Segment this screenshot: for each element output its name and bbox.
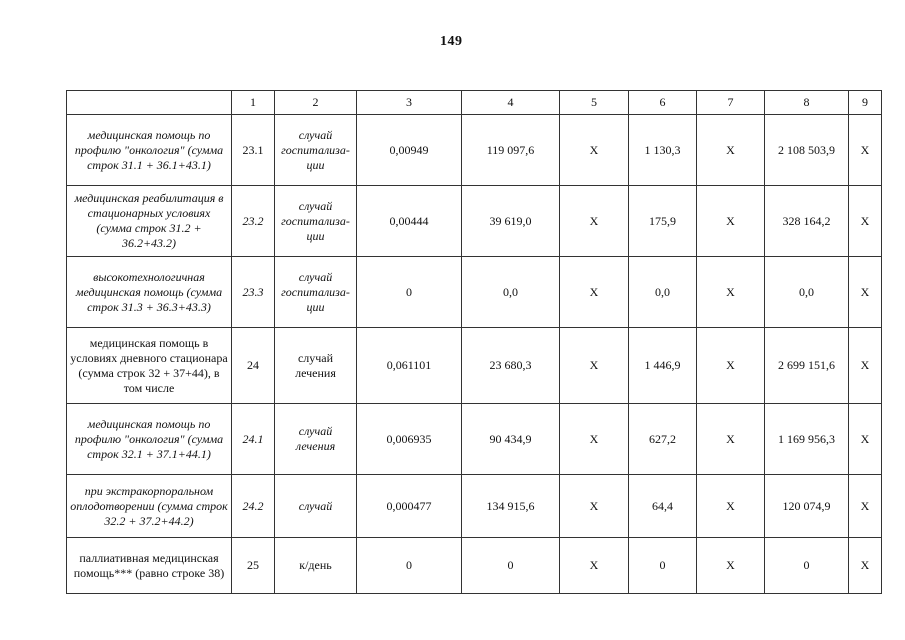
table-row <box>67 257 882 328</box>
column-header: 1 <box>232 91 275 115</box>
row-number-cell: 24 <box>232 328 275 404</box>
row-number-cell: 24.2 <box>232 475 275 538</box>
unit-cell: случай госпитализа-ции <box>275 257 357 328</box>
table-cell: 2 108 503,9 <box>765 115 849 186</box>
row-number-cell: 24.1 <box>232 404 275 475</box>
table-cell: 0,061101 <box>357 328 462 404</box>
table-cell: 0,0 <box>629 257 697 328</box>
table-cell: 328 164,2 <box>765 186 849 257</box>
table-cell: 90 434,9 <box>462 404 560 475</box>
row-name-cell: высокотехнологичная медицинская помощь (сумма строк 31.3 + 36.3+43.3) <box>67 257 232 328</box>
table-cell: X <box>560 186 629 257</box>
table-cell: 0,006935 <box>357 404 462 475</box>
table-cell: X <box>560 115 629 186</box>
row-number-cell: 25 <box>232 538 275 594</box>
table-cell: 39 619,0 <box>462 186 560 257</box>
table-header-row <box>67 91 882 115</box>
row-number-cell: 23.3 <box>232 257 275 328</box>
table-cell: X <box>849 186 882 257</box>
row-name-cell: медицинская помощь в условиях дневного стационара (сумма строк 32 + 37+44), в том числе <box>67 328 232 404</box>
column-header: 6 <box>629 91 697 115</box>
table-cell: X <box>697 475 765 538</box>
table-cell: X <box>697 328 765 404</box>
table-cell: X <box>697 404 765 475</box>
table-row <box>67 404 882 475</box>
page-number: 149 <box>440 34 463 49</box>
table-cell: X <box>849 328 882 404</box>
column-header: 3 <box>357 91 462 115</box>
column-header: 9 <box>849 91 882 115</box>
row-name-cell: медицинская помощь по профилю "онкология" (сумма строк 32.1 + 37.1+44.1) <box>67 404 232 475</box>
column-header: 2 <box>275 91 357 115</box>
column-header <box>67 91 232 115</box>
table-row <box>67 115 882 186</box>
table-cell: 0,000477 <box>357 475 462 538</box>
column-header: 8 <box>765 91 849 115</box>
table-cell: 0 <box>462 538 560 594</box>
table-cell: X <box>697 186 765 257</box>
data-table <box>66 90 882 594</box>
table-cell: 0,0 <box>765 257 849 328</box>
table-cell: 0 <box>357 257 462 328</box>
table-cell: 175,9 <box>629 186 697 257</box>
table-row <box>67 538 882 594</box>
table-cell: 1 130,3 <box>629 115 697 186</box>
table-cell: X <box>697 257 765 328</box>
table-cell: X <box>697 115 765 186</box>
row-name-cell: паллиативная медицинская помощь*** (равно строке 38) <box>67 538 232 594</box>
unit-cell: к/день <box>275 538 357 594</box>
table-cell: 2 699 151,6 <box>765 328 849 404</box>
table-cell: X <box>849 115 882 186</box>
table-row <box>67 328 882 404</box>
unit-cell: случай лечения <box>275 328 357 404</box>
row-number-cell: 23.2 <box>232 186 275 257</box>
table-cell: X <box>560 257 629 328</box>
unit-cell: случай госпитализа-ции <box>275 186 357 257</box>
table-cell: 120 074,9 <box>765 475 849 538</box>
table-cell: X <box>849 257 882 328</box>
unit-cell: случай госпитализа-ции <box>275 115 357 186</box>
table-cell: 0 <box>765 538 849 594</box>
table-cell: 1 169 956,3 <box>765 404 849 475</box>
table-row <box>67 475 882 538</box>
table-cell: X <box>560 404 629 475</box>
table-cell: 627,2 <box>629 404 697 475</box>
table-cell: 0,00444 <box>357 186 462 257</box>
table-cell: 64,4 <box>629 475 697 538</box>
table-cell: X <box>697 538 765 594</box>
table-cell: 1 446,9 <box>629 328 697 404</box>
table-cell: X <box>849 538 882 594</box>
table-cell: 0 <box>357 538 462 594</box>
row-name-cell: при экстракорпоральном оплодотворении (сумма строк 32.2 + 37.2+44.2) <box>67 475 232 538</box>
table-cell: X <box>560 328 629 404</box>
unit-cell: случай лечения <box>275 404 357 475</box>
row-name-cell: медицинская помощь по профилю "онкология" (сумма строк 31.1 + 36.1+43.1) <box>67 115 232 186</box>
table-cell: X <box>849 404 882 475</box>
table-cell: 23 680,3 <box>462 328 560 404</box>
table-cell: 0,00949 <box>357 115 462 186</box>
table-cell: 0 <box>629 538 697 594</box>
column-header: 4 <box>462 91 560 115</box>
table-cell: X <box>560 538 629 594</box>
row-name-cell: медицинская реабилитация в стационарных условиях (сумма строк 31.2 + 36.2+43.2) <box>67 186 232 257</box>
table-cell: 0,0 <box>462 257 560 328</box>
column-header: 5 <box>560 91 629 115</box>
table-cell: X <box>849 475 882 538</box>
table-cell: X <box>560 475 629 538</box>
table-cell: 119 097,6 <box>462 115 560 186</box>
column-header: 7 <box>697 91 765 115</box>
row-number-cell: 23.1 <box>232 115 275 186</box>
unit-cell: случай <box>275 475 357 538</box>
table-row <box>67 186 882 257</box>
table-cell: 134 915,6 <box>462 475 560 538</box>
